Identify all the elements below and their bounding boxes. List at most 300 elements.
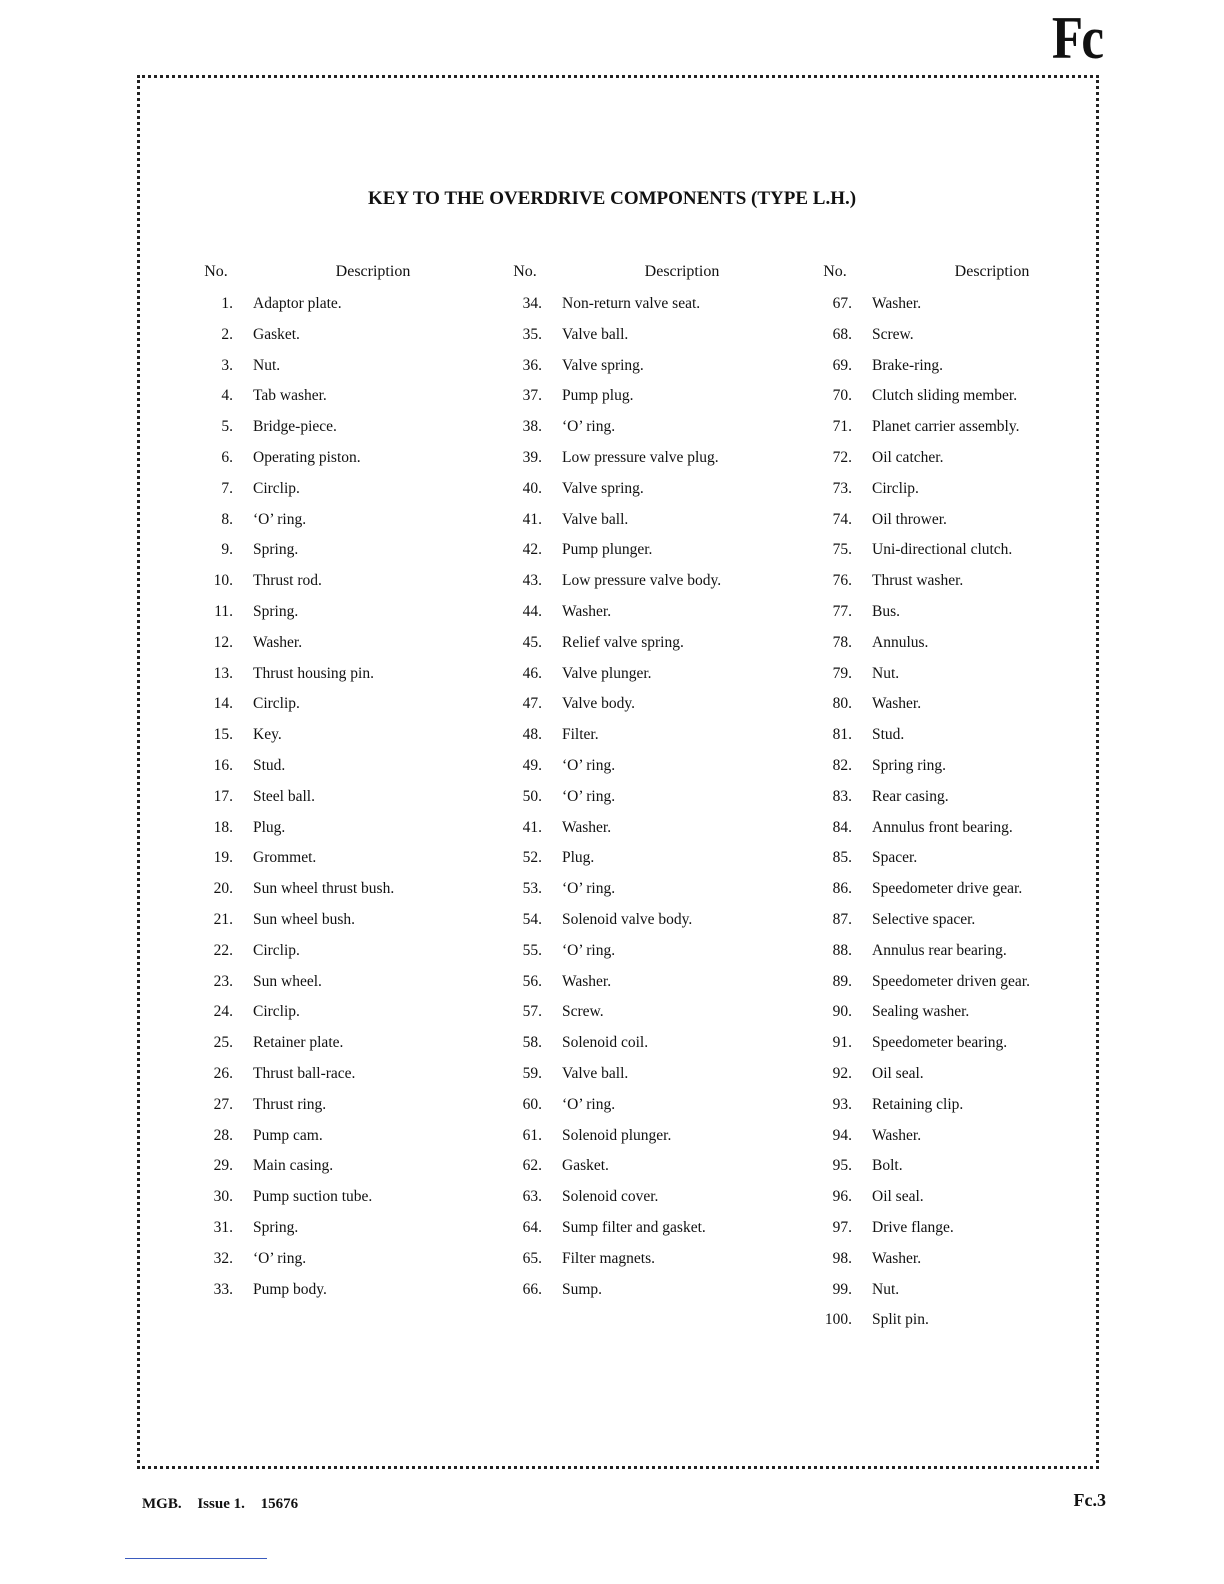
part-number: 57. [522,1003,542,1021]
part-number: 34. [522,295,542,312]
part-row [812,1182,1112,1213]
part-description: Washer. [562,818,612,836]
part-number: 41. [522,818,542,836]
part-description: Oil thrower. [872,510,947,528]
column-header [502,263,802,289]
part-row [812,1305,1112,1336]
part-row [193,1090,493,1121]
part-row [812,782,1112,813]
part-description: Valve ball. [562,510,629,528]
part-description: Gasket. [562,1157,609,1175]
part-description: Circlip. [253,941,300,959]
part-number: 3. [221,356,233,374]
part-description: Oil catcher. [872,448,944,466]
parts-column-3 [812,263,1112,1336]
part-number: 22. [213,941,233,959]
part-description: Washer. [872,695,922,713]
part-description: Thrust washer. [872,572,964,590]
part-description: Valve spring. [562,479,644,497]
part-description: Nut. [253,356,281,374]
part-description: Filter. [562,726,599,744]
part-number: 43. [522,572,542,590]
part-row [193,289,493,320]
part-number: 67. [832,295,852,312]
part-description: ‘O’ ring. [562,941,616,959]
part-description: Washer. [872,1249,922,1267]
part-number: 45. [522,633,542,651]
part-row [812,967,1112,998]
part-description: Oil seal. [872,1064,924,1082]
part-description: Bus. [872,602,900,620]
part-row [812,936,1112,967]
part-row [193,381,493,412]
part-row [812,843,1112,874]
part-row [502,351,802,382]
part-description: ‘O’ ring. [562,1095,616,1113]
part-description: Speedometer bearing. [872,1034,1008,1052]
part-row [502,381,802,412]
part-description: Non-return valve seat. [562,295,701,312]
part-description: Rear casing. [872,787,949,805]
part-row [193,566,493,597]
part-description: Drive flange. [872,1218,954,1236]
part-description: Retaining clip. [872,1095,964,1113]
parts-column-1 [193,263,493,1305]
part-number: 41. [522,510,542,528]
header-no: No. [513,263,537,280]
part-row [812,997,1112,1028]
part-row [812,381,1112,412]
part-description: Stud. [872,726,905,744]
part-number: 6. [221,448,233,466]
part-row [502,443,802,474]
part-number: 73. [832,479,852,497]
part-number: 60. [522,1095,542,1113]
part-row [193,1275,493,1306]
part-description: Washer. [253,633,303,651]
part-description: ‘O’ ring. [562,418,616,436]
part-number: 98. [832,1249,852,1267]
part-description: ‘O’ ring. [562,880,616,898]
part-number: 26. [213,1064,233,1082]
part-row [812,1059,1112,1090]
part-number: 75. [832,541,852,559]
part-description: Sun wheel thrust bush. [253,880,395,898]
part-row [812,566,1112,597]
part-row [812,874,1112,905]
part-number: 96. [832,1188,852,1206]
part-number: 21. [213,910,233,928]
part-number: 38. [522,418,542,436]
part-number: 37. [522,387,542,405]
part-description: Retainer plate. [253,1034,344,1052]
part-row [502,813,802,844]
part-description: Key. [253,726,282,744]
part-number: 19. [213,849,233,867]
part-row [193,597,493,628]
part-number: 93. [832,1095,852,1113]
part-number: 23. [213,972,233,990]
part-description: ‘O’ ring. [253,1249,307,1267]
part-description: ‘O’ ring. [562,756,616,774]
part-row [193,874,493,905]
part-number: 5. [221,418,233,436]
part-description: Operating piston. [253,448,361,466]
part-description: Spring. [253,1218,299,1236]
part-row [502,628,802,659]
part-row [193,905,493,936]
part-row [502,1151,802,1182]
part-number: 77. [832,602,852,620]
part-row [812,689,1112,720]
part-row [193,628,493,659]
part-row [812,1028,1112,1059]
part-row [193,1028,493,1059]
part-row [502,1275,802,1306]
part-number: 49. [522,756,542,774]
part-number: 70. [832,387,852,405]
part-row [193,967,493,998]
part-row [812,1275,1112,1306]
part-description: Solenoid plunger. [562,1126,672,1144]
part-description: Speedometer drive gear. [872,880,1023,898]
part-number: 29. [213,1157,233,1175]
part-description: Main casing. [253,1157,334,1175]
part-row [502,659,802,690]
part-number: 59. [522,1064,542,1082]
footer-code: 15676 [260,1496,299,1512]
part-row [193,689,493,720]
part-row [193,412,493,443]
part-description: Pump body. [253,1280,327,1298]
header-no: No. [823,263,847,280]
part-number: 58. [522,1034,542,1052]
part-description: Brake-ring. [872,356,944,374]
part-row [502,1244,802,1275]
part-number: 13. [213,664,233,682]
part-number: 97. [832,1218,852,1236]
part-row [502,1182,802,1213]
part-row [812,1151,1112,1182]
part-number: 94. [832,1126,852,1144]
part-row [502,843,802,874]
part-number: 4. [221,387,233,405]
part-description: Sump filter and gasket. [562,1218,706,1236]
part-number: 95. [832,1157,852,1175]
part-number: 16. [213,756,233,774]
header-description: Description [954,263,1030,280]
part-number: 72. [832,448,852,466]
part-number: 99. [832,1280,852,1298]
part-number: 1. [221,295,233,312]
part-description: Bolt. [872,1157,903,1175]
part-number: 61. [522,1126,542,1144]
part-number: 7. [221,479,233,497]
part-number: 89. [832,972,852,990]
part-number: 68. [832,325,852,343]
part-number: 56. [522,972,542,990]
header-description: Description [644,263,720,280]
part-number: 40. [522,479,542,497]
part-number: 18. [213,818,233,836]
part-row [193,659,493,690]
part-row [502,689,802,720]
part-description: ‘O’ ring. [562,787,616,805]
part-row [193,443,493,474]
part-description: Selective spacer. [872,910,976,928]
part-description: Screw. [872,325,914,343]
part-description: Pump suction tube. [253,1188,373,1206]
part-number: 27. [213,1095,233,1113]
part-description: Oil seal. [872,1188,924,1206]
part-row [812,1213,1112,1244]
part-row [502,474,802,505]
part-description: Pump plug. [562,387,634,405]
part-row [193,1059,493,1090]
part-number: 85. [832,849,852,867]
part-row [193,997,493,1028]
part-row [502,905,802,936]
part-number: 8. [221,510,233,528]
page-title: KEY TO THE OVERDRIVE COMPONENTS (TYPE L.H.) [367,188,857,209]
part-row [193,1244,493,1275]
part-number: 11. [214,602,233,620]
part-description: Circlip. [253,479,300,497]
part-row [502,1090,802,1121]
part-row [812,505,1112,536]
part-row [193,751,493,782]
part-row [502,967,802,998]
part-description: Pump plunger. [562,541,653,559]
part-row [812,320,1112,351]
part-number: 66. [522,1280,542,1298]
part-description: Thrust rod. [253,572,322,590]
part-row [193,320,493,351]
part-description: Steel ball. [253,787,315,805]
part-description: Solenoid coil. [562,1034,649,1052]
part-description: Valve body. [562,695,636,713]
part-description: Valve ball. [562,325,629,343]
part-number: 50. [522,787,542,805]
part-description: Sealing washer. [872,1003,970,1021]
part-row [502,997,802,1028]
part-number: 52. [522,849,542,867]
part-number: 30. [213,1188,233,1206]
part-row [193,843,493,874]
parts-column-2 [502,263,802,1305]
part-description: Nut. [872,1280,900,1298]
part-description: Plug. [253,818,286,836]
part-row [812,628,1112,659]
part-number: 36. [522,356,542,374]
part-number: 53. [522,880,542,898]
part-number: 2. [221,325,233,343]
part-row [812,1121,1112,1152]
part-row [193,813,493,844]
part-description: Annulus front bearing. [872,818,1013,836]
part-number: 76. [832,572,852,590]
part-description: Speedometer driven gear. [872,972,1030,990]
part-description: Low pressure valve body. [562,572,722,590]
part-number: 80. [832,695,852,713]
part-number: 33. [213,1280,233,1298]
part-number: 14. [213,695,233,713]
part-description: Washer. [562,972,612,990]
part-number: 17. [213,787,233,805]
part-number: 64. [522,1218,542,1236]
part-row [812,1090,1112,1121]
part-row [193,505,493,536]
part-description: Spacer. [872,849,918,867]
part-number: 81. [832,726,852,744]
part-row [812,905,1112,936]
part-description: Solenoid valve body. [562,910,693,928]
header-description: Description [335,263,411,280]
part-description: Uni-directional clutch. [872,541,1013,559]
part-row [193,1213,493,1244]
part-number: 71. [832,418,852,436]
header-no: No. [204,263,228,280]
part-description: Pump cam. [253,1126,323,1144]
part-number: 42. [522,541,542,559]
part-description: Circlip. [872,479,919,497]
part-number: 10. [213,572,233,590]
part-row [812,535,1112,566]
page-number: Fc.3 [1073,1490,1106,1510]
part-row [812,351,1112,382]
part-description: Bridge-piece. [253,418,337,436]
part-row [502,320,802,351]
part-row [812,720,1112,751]
part-row [502,1121,802,1152]
part-number: 24. [213,1003,233,1021]
part-description: Plug. [562,849,595,867]
part-row [193,535,493,566]
part-number: 48. [522,726,542,744]
part-number: 63. [522,1188,542,1206]
part-row [193,782,493,813]
part-number: 39. [522,448,542,466]
part-description: Valve ball. [562,1064,629,1082]
part-description: Valve spring. [562,356,644,374]
footer-issue: Issue 1. [197,1496,245,1512]
part-description: Sun wheel bush. [253,910,356,928]
part-description: Sun wheel. [253,972,322,990]
part-description: Gasket. [253,325,300,343]
part-description: Clutch sliding member. [872,387,1018,405]
part-description: Spring ring. [872,756,947,774]
part-number: 65. [522,1249,542,1267]
part-row [812,412,1112,443]
part-description: Washer. [872,1126,922,1144]
part-row [812,289,1112,320]
part-row [812,813,1112,844]
part-description: Nut. [872,664,900,682]
part-description: Thrust ball-race. [253,1064,356,1082]
part-description: Washer. [562,602,612,620]
part-number: 20. [213,880,233,898]
part-description: Low pressure valve plug. [562,448,719,466]
part-number: 91. [832,1034,852,1052]
column-header [193,263,493,289]
part-description: Sump. [562,1280,603,1298]
part-row [193,1151,493,1182]
part-description: Filter magnets. [562,1249,655,1267]
part-number: 31. [213,1218,233,1236]
part-number: 32. [213,1249,233,1267]
part-description: Annulus. [872,633,929,651]
part-description: Stud. [253,756,286,774]
part-number: 82. [832,756,852,774]
part-number: 28. [213,1126,233,1144]
part-row [502,289,802,320]
margin-line [125,1558,267,1559]
part-description: Split pin. [872,1311,929,1329]
part-description: Solenoid cover. [562,1188,659,1206]
part-description: Valve plunger. [562,664,652,682]
part-description: Thrust housing pin. [253,664,374,682]
part-row [502,874,802,905]
part-row [502,751,802,782]
part-row [502,936,802,967]
part-description: Planet carrier assembly. [872,418,1020,436]
part-row [502,1059,802,1090]
part-row [812,1244,1112,1275]
part-row [502,1028,802,1059]
part-row [502,782,802,813]
part-number: 12. [213,633,233,651]
part-description: Thrust ring. [253,1095,327,1113]
part-number: 35. [522,325,542,343]
part-number: 88. [832,941,852,959]
part-number: 46. [522,664,542,682]
part-description: Adaptor plate. [253,295,342,312]
part-description: Spring. [253,602,299,620]
part-description: Tab washer. [253,387,327,405]
part-row [502,535,802,566]
part-number: 79. [832,664,852,682]
column-header [812,263,1112,289]
part-description: Screw. [562,1003,604,1021]
part-row [812,597,1112,628]
part-row [193,474,493,505]
part-row [502,1213,802,1244]
part-number: 83. [832,787,852,805]
footer-reference [142,1496,310,1513]
part-row [812,443,1112,474]
part-number: 87. [832,910,852,928]
part-row [193,720,493,751]
footer-model: MGB. [142,1496,182,1512]
part-row [502,597,802,628]
part-number: 55. [522,941,542,959]
part-number: 78. [832,633,852,651]
part-row [193,1121,493,1152]
part-number: 15. [213,726,233,744]
part-row [193,351,493,382]
part-number: 86. [832,880,852,898]
part-row [193,936,493,967]
part-description: Circlip. [253,1003,300,1021]
part-row [812,659,1112,690]
part-row [502,720,802,751]
part-row [812,751,1112,782]
part-number: 47. [522,695,542,713]
part-description: Relief valve spring. [562,633,684,651]
part-description: Washer. [872,295,922,312]
part-description: Spring. [253,541,299,559]
part-number: 74. [832,510,852,528]
